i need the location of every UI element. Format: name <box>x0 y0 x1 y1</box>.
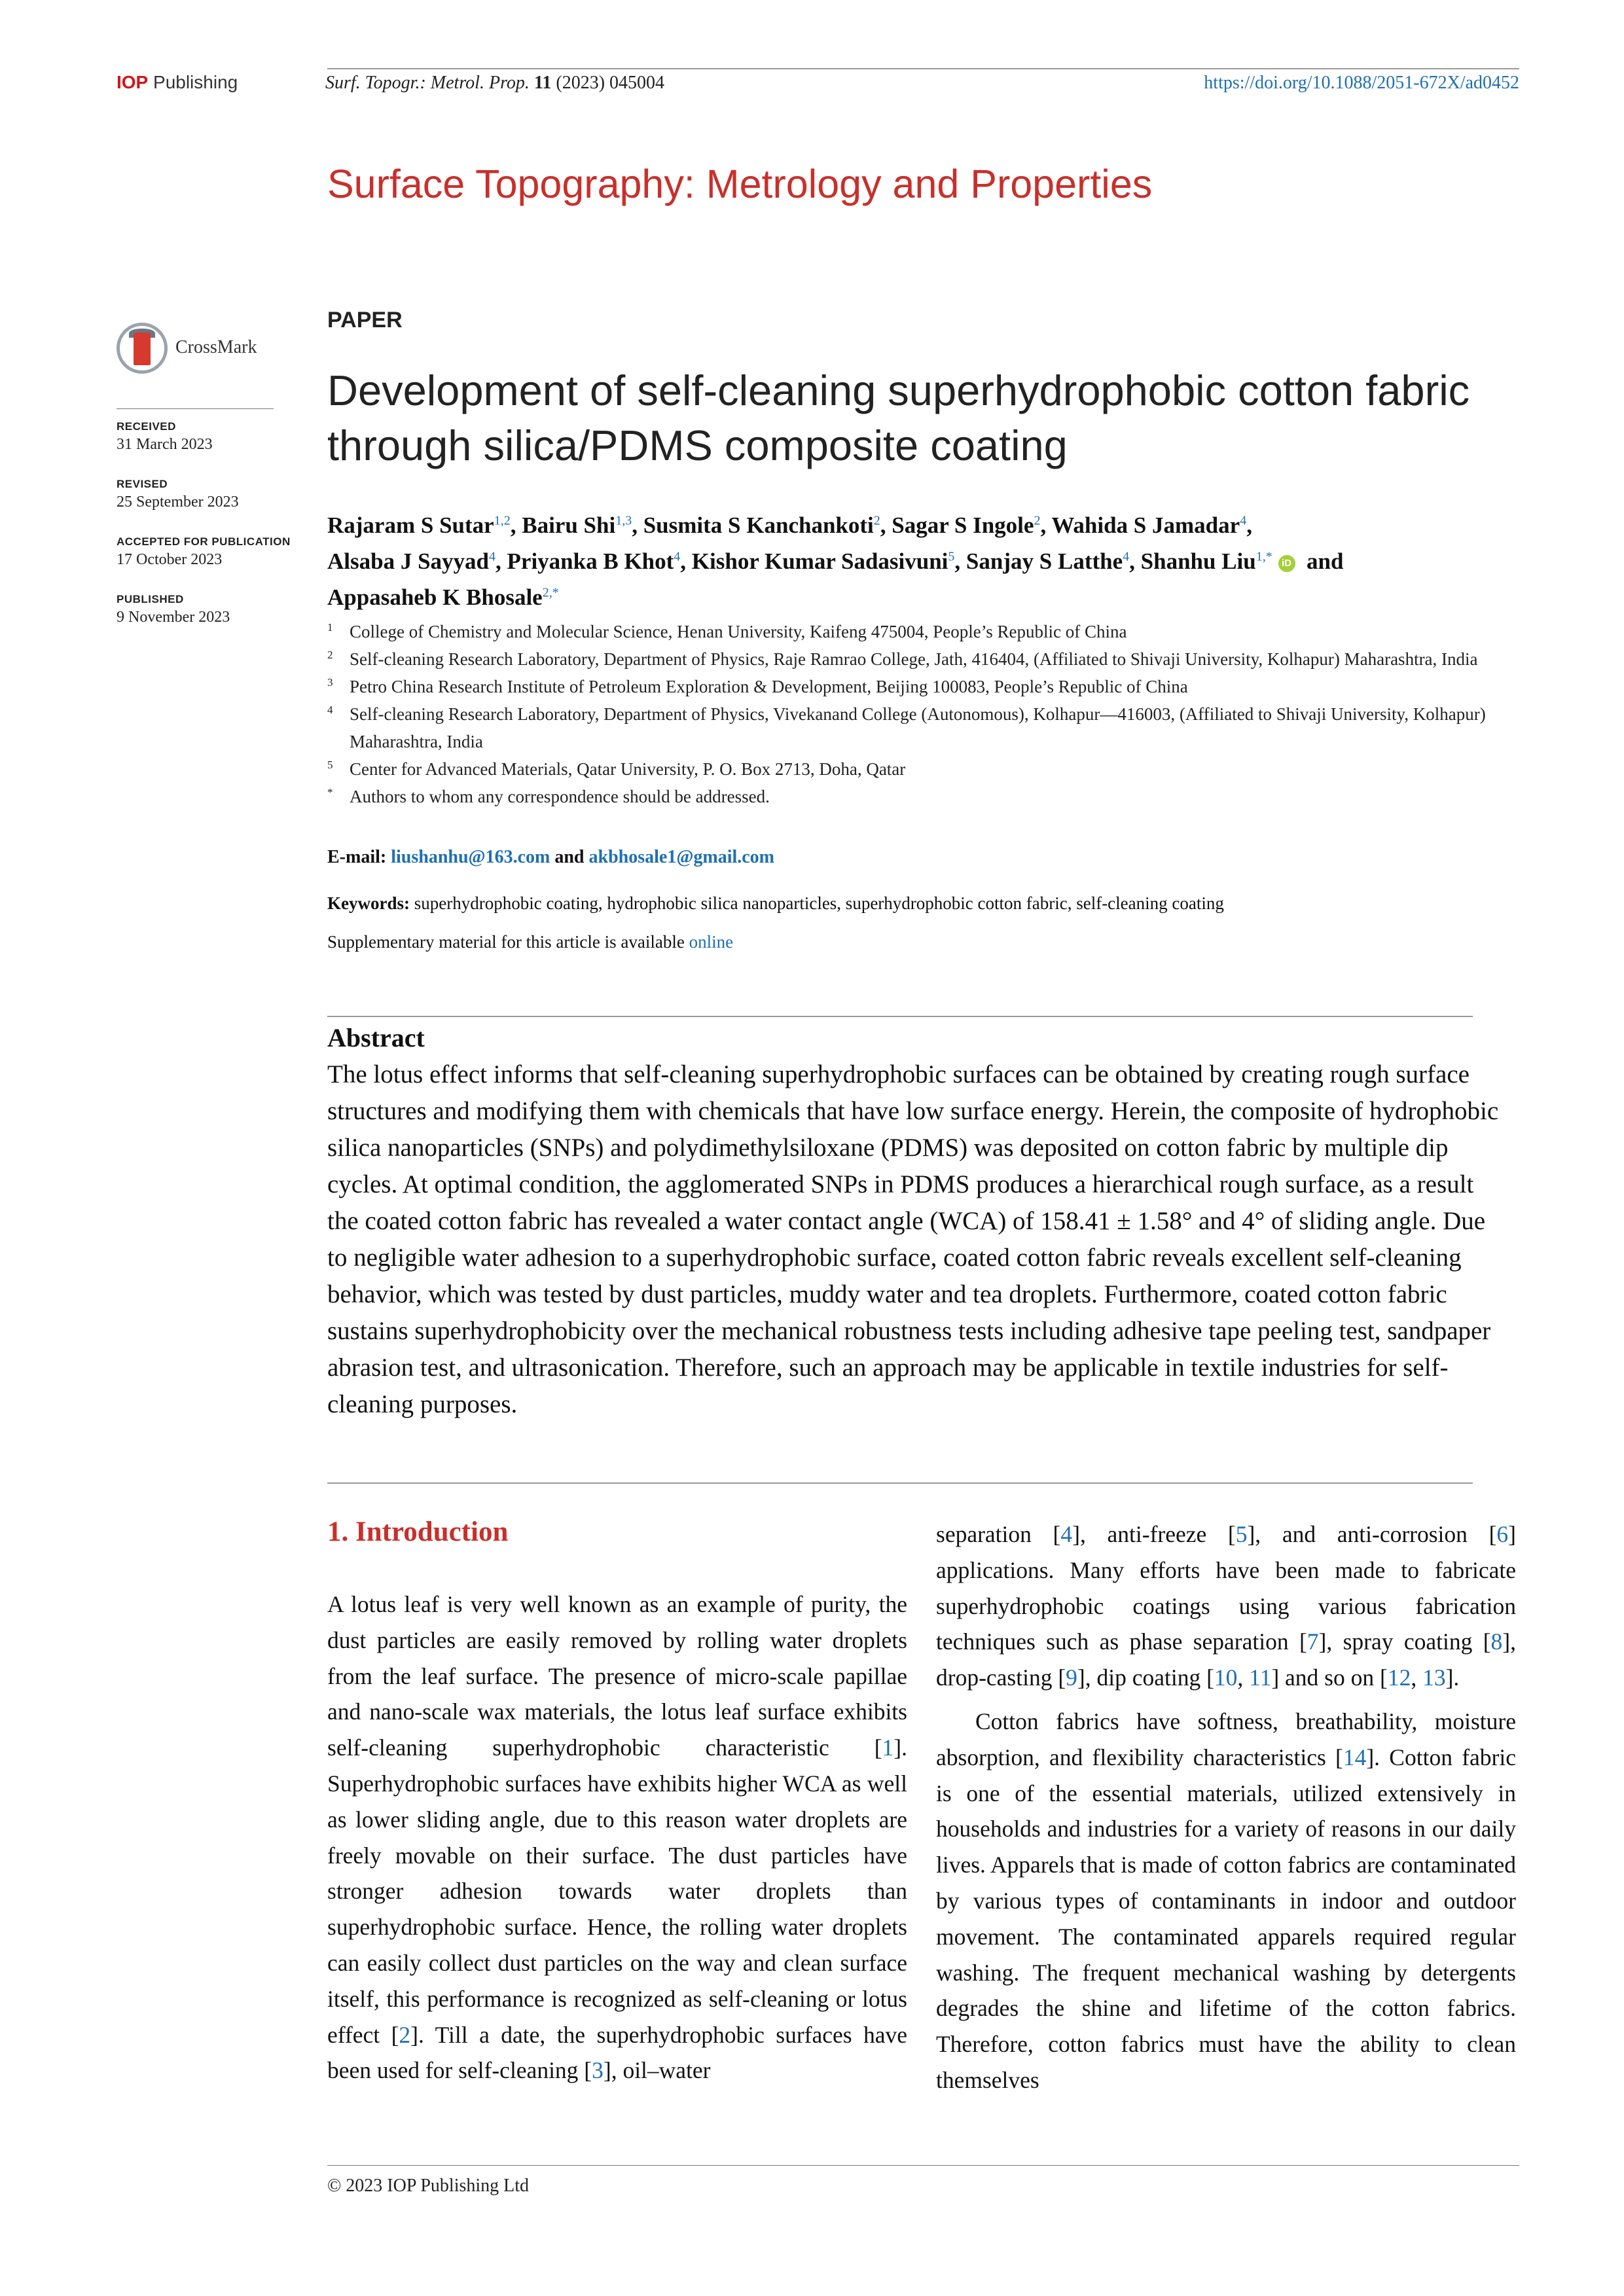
correspondence-note: * Authors to whom any correspondence should be addressed. <box>327 786 770 806</box>
keywords-text: superhydrophobic coating, hydrophobic silica nanoparticles, superhydrophobic cotton fabric, self-cleaning coating <box>414 893 1224 913</box>
reference-link[interactable]: 5 <box>1235 1521 1248 1547</box>
intro-paragraph-1: A lotus leaf is very well known as an example of purity, the dust particles are easily removed by rolling water droplets from the leaf surface. The presence of micro-scale papillae and nano-scale wax materials, the lotus leaf surface exhibits self-cleaning superhydrophobic characteristic [1]. Superhydrophobic surfaces have exhibits higher WCA as well as lower sliding angle, due to this reason water droplets are freely movable on their surface. The dust particles have stronger adhesion towards water droplets than superhydrophobic surface. Hence, the rolling water droplets can easily collect dust particles on the way and clean surface itself, this performance is recognized as self-cleaning or lotus effect [2]. Till a date, the superhydrophobic surfaces have been used for self-cleaning [3], oil–water <box>327 1591 907 2084</box>
section-heading-introduction: 1. Introduction <box>327 1516 509 1547</box>
journal-title: Surface Topography: Metrology and Properties <box>327 162 1153 206</box>
crossmark-badge[interactable] <box>117 323 313 378</box>
reference-link[interactable]: 10 <box>1214 1664 1238 1691</box>
publisher-brand: IOP <box>117 72 149 92</box>
orcid-icon[interactable]: iD <box>1278 555 1295 572</box>
crossmark-label: CrossMark <box>175 337 257 357</box>
author[interactable]: Sanjay S Latthe$^4$ <box>965 548 1130 574</box>
intro-paragraph-2: Cotton fabrics have softness, breathability, moisture absorption, and flexibility characteristics [14]. Cotton fabric is one of the essential materials, utilized extensively in households and industries for a variety of reasons in our daily lives. Apparels that is made of cotton fabrics are contaminated by various types of contaminants in indoor and outdoor movement. The contaminated apparels required regular washing. The frequent mechanical washing by detergents degrades the shine and lifetime of the cotton fabrics. Therefore, cotton fabrics must have the ability to clean themselves <box>936 1708 1516 2093</box>
journal-year-issue: (2023) 045004 <box>556 73 665 93</box>
email-link-1[interactable]: liushanhu@163.com <box>391 847 550 867</box>
author[interactable]: Rajaram S Sutar$^{1,2}$ <box>327 512 511 538</box>
author[interactable]: Shanhu Liu$^{1,*}$ <box>1140 548 1272 574</box>
reference-link[interactable]: 13 <box>1422 1664 1446 1691</box>
journal-abbrev: Surf. Topogr.: Metrol. Prop. <box>325 73 530 93</box>
article-type: PAPER <box>327 308 403 332</box>
reference-link[interactable]: 7 <box>1307 1628 1319 1655</box>
abstract-heading: Abstract <box>327 1023 425 1052</box>
email-label: E-mail: <box>327 847 387 867</box>
intro-right-column <box>936 1516 1516 2098</box>
affiliation: 3 Petro China Research Institute of Petroleum Exploration & Development, Beijing 100083, People’s Republic of China <box>327 676 1188 696</box>
journal-volume: 11 <box>533 73 552 93</box>
reference-link[interactable]: 12 <box>1387 1664 1411 1691</box>
journal-citation <box>325 73 664 94</box>
reference-link[interactable]: 1 <box>882 1734 894 1761</box>
reference-link[interactable]: 8 <box>1490 1628 1503 1655</box>
affiliation: 1 College of Chemistry and Molecular Science, Henan University, Kaifeng 475004, People’s Republic of China <box>327 621 1127 641</box>
abstract-top-rule <box>327 1016 1473 1017</box>
published-date: 9 November 2023 <box>117 609 230 626</box>
crossmark-icon <box>117 323 168 374</box>
author-list: Rajaram S Sutar$^{1,2}$, Bairu Shi$^{1,3}$, Susmita S Kanchankoti$^2$, Sagar S Ingole$^2$, Wahida S Jamadar$^4$, Alsaba J Sayyad$^4$, Priyanka B Khot$^4$, Kishor Kumar Sadasivuni$^5$, Sanjay S Latthe$^4$, Shanhu Liu$^{1,*}$ iD and Appasaheb K Bhosale$^{2,*}$ <box>327 512 1344 610</box>
email-and: and <box>554 847 585 867</box>
copyright: © 2023 IOP Publishing Ltd <box>327 2176 530 2196</box>
reference-link[interactable]: 3 <box>592 2057 604 2084</box>
authors-and: and <box>1307 548 1344 574</box>
author[interactable]: Alsaba J Sayyad$^4$ <box>327 548 496 574</box>
revised-label: REVISED <box>117 478 168 490</box>
affiliation: 4 Self-cleaning Research Laboratory, Department of Physics, Vivekanand College (Autonomous), Kolhapur—416003, (Affiliated to Shivaji University, Kolhapur) Maharashtra, India <box>327 704 1486 751</box>
abstract-bottom-rule <box>327 1482 1473 1484</box>
article-title <box>327 363 1479 473</box>
sidebar-rule <box>117 408 274 409</box>
affiliations <box>327 618 1525 810</box>
author[interactable]: Sagar S Ingole$^2$ <box>892 512 1041 538</box>
author[interactable]: Kishor Kumar Sadasivuni$^5$ <box>691 548 955 574</box>
author[interactable]: Bairu Shi$^{1,3}$ <box>522 512 632 538</box>
article-title-line1: Development of self-cleaning superhydrophobic cotton fabric <box>327 367 1470 414</box>
affiliation: 2 Self-cleaning Research Laboratory, Department of Physics, Raje Ramrao College, Jath, 416404, (Affiliated to Shivaji University, Kolhapur) Maharashtra, India <box>327 649 1478 669</box>
supp-online-link[interactable]: online <box>689 932 734 952</box>
revised-date: 25 September 2023 <box>117 493 239 511</box>
author[interactable]: Priyanka B Khot$^4$ <box>507 548 681 574</box>
supp-text: Supplementary material for this article is available <box>327 932 685 952</box>
affiliation: 5 Center for Advanced Materials, Qatar University, P. O. Box 2713, Doha, Qatar <box>327 759 906 779</box>
publisher-logo <box>117 72 238 93</box>
email-line <box>327 847 774 868</box>
published-label: PUBLISHED <box>117 593 184 605</box>
reference-link[interactable]: 6 <box>1496 1521 1509 1547</box>
keywords-label: Keywords: <box>327 893 410 913</box>
accepted-label: ACCEPTED FOR PUBLICATION <box>117 535 291 548</box>
received-date: 31 March 2023 <box>117 436 213 453</box>
intro-paragraph-1-cont: separation [4], anti-freeze [5], and anti-corrosion [6] applications. Many efforts have been made to fabricate superhydrophobic coatings using various fabrication techniques such as phase separation [7], spray coating [8], drop-casting [9], dip coating [10, 11] and so on [12, 13]. <box>936 1521 1516 1691</box>
reference-link[interactable]: 11 <box>1249 1664 1272 1691</box>
supplementary-note <box>327 932 733 952</box>
header-rule <box>327 68 1519 69</box>
author[interactable]: Wahida S Jamadar$^4$ <box>1051 512 1247 538</box>
keywords <box>327 893 1525 914</box>
footer-rule <box>327 2165 1519 2166</box>
email-link-2[interactable]: akbhosale1@gmail.com <box>588 847 774 867</box>
reference-link[interactable]: 2 <box>399 2021 411 2048</box>
publisher-suffix: Publishing <box>153 72 238 92</box>
reference-link[interactable]: 14 <box>1343 1744 1367 1770</box>
reference-link[interactable]: 4 <box>1060 1521 1073 1547</box>
received-label: RECEIVED <box>117 420 176 433</box>
doi-link[interactable]: https://doi.org/10.1088/2051-672X/ad0452 <box>1204 73 1519 93</box>
intro-left-column <box>327 1587 907 2089</box>
abstract-text: The lotus effect informs that self-cleaning superhydrophobic surfaces can be obtained by creating rough surface structures and modifying them with chemicals that have low surface energy. Herein, the composite of hydrophobic silica nanoparticles (SNPs) and polydimethylsiloxane (PDMS) was deposited on cotton fabric by multiple dip cycles. At optimal condition, the agglomerated SNPs in PDMS produces a hierarchical rough surface, as a result the coated cotton fabric has revealed a water contact angle (WCA) of 158.41 ± 1.58° and 4° of sliding angle. Due to negligible water adhesion to a superhydrophobic surface, coated cotton fabric reveals excellent self-cleaning behavior, which was tested by dust particles, muddy water and tea droplets. Furthermore, coated cotton fabric sustains superhydrophobicity over the mechanical robustness tests including adhesive tape peeling test, sandpaper abrasion test, and ultrasonication. Therefore, such an approach may be applicable in textile industries for self-cleaning purposes. <box>327 1060 1499 1418</box>
reference-link[interactable]: 9 <box>1066 1664 1077 1691</box>
article-title-line2: through silica/PDMS composite coating <box>327 422 1068 469</box>
accepted-date: 17 October 2023 <box>117 551 223 568</box>
author[interactable]: Susmita S Kanchankoti$^2$ <box>643 512 880 538</box>
author[interactable]: Appasaheb K Bhosale$^{2,*}$ <box>327 584 559 610</box>
